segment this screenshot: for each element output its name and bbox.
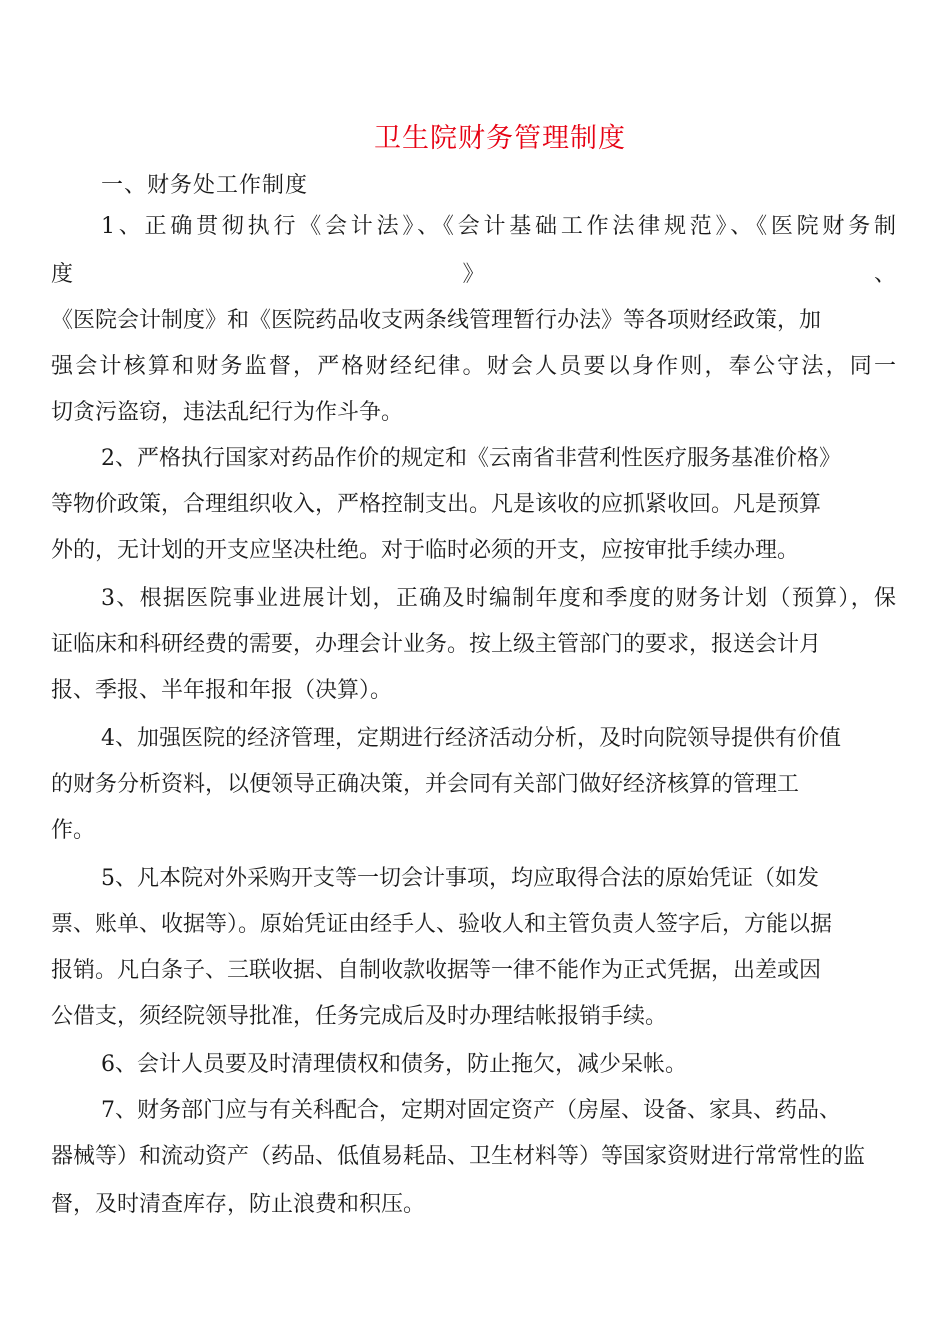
paragraph-line: 7、财务部门应与有关科配合，定期对固定资产（房屋、设备、家具、药品、 (101, 1098, 841, 1123)
paragraph-line: 切贪污盗窃，违法乱纪行为作斗争。 (51, 400, 404, 425)
paragraph-line: 等物价政策，合理组织收入，严格控制支出。凡是该收的应抓紧收回。凡是预算 (51, 492, 822, 517)
section-heading: 一、财务处工作制度 (101, 173, 309, 198)
paragraph-line: 公借支，须经院领导批准，任务完成后及时办理结帐报销手续。 (51, 1004, 668, 1029)
paragraph-line: 票、账单、收据等）。原始凭证由经手人、验收人和主管负责人签字后，方能以据 (51, 912, 833, 937)
paragraph-line: 督，及时清查库存，防止浪费和积压。 (51, 1192, 426, 1217)
paragraph-line: 报销。凡白条子、三联收据、自制收款收据等一律不能作为正式凭据，出差或因 (51, 958, 822, 983)
paragraph-line: 《医院会计制度》和《医院药品收支两条线管理暂行办法》等各项财经政策，加 (51, 308, 822, 333)
page-title: 卫生院财务管理制度 (374, 123, 626, 154)
paragraph-line: 报、季报、半年报和年报（决算）。 (51, 678, 393, 703)
paragraph-line: 5、凡本院对外采购开支等一切会计事项，均应取得合法的原始凭证（如发 (101, 866, 819, 891)
paragraph-line: 2、严格执行国家对药品作价的规定和《云南省非营利性医疗服务基准价格》 (101, 446, 841, 471)
paragraph-line: 的财务分析资料，以便领导正确决策，并会同有关部门做好经济核算的管理工 (51, 772, 800, 797)
paragraph-line: 外的，无计划的开支应坚决杜绝。对于临时必须的开支，应按审批手续办理。 (51, 538, 800, 563)
paragraph-line: 4、加强医院的经济管理，定期进行经济活动分析，及时向院领导提供有价值 (101, 726, 841, 751)
paragraph-line: 作。 (51, 818, 96, 843)
paragraph-line: 6、会计人员要及时清理债权和债务，防止拖欠，减少呆帐。 (101, 1052, 687, 1077)
paragraph-line: 度 》 、 (51, 262, 896, 287)
paragraph-line: 3、根据医院事业进展计划，正确及时编制年度和季度的财务计划（预算），保 (101, 586, 896, 611)
paragraph-line: 强会计核算和财务监督，严格财经纪律。财会人员要以身作则，奉公守法，同一 (51, 354, 896, 379)
paragraph-line: 1、正确贯彻执行《会计法》、《会计基础工作法律规范》、《医院财务制 (101, 214, 896, 239)
paragraph-line: 器械等）和流动资产（药品、低值易耗品、卫生材料等）等国家资财进行常常性的监 (51, 1144, 866, 1169)
paragraph-line: 证临床和科研经费的需要，办理会计业务。按上级主管部门的要求，报送会计月 (51, 632, 822, 657)
